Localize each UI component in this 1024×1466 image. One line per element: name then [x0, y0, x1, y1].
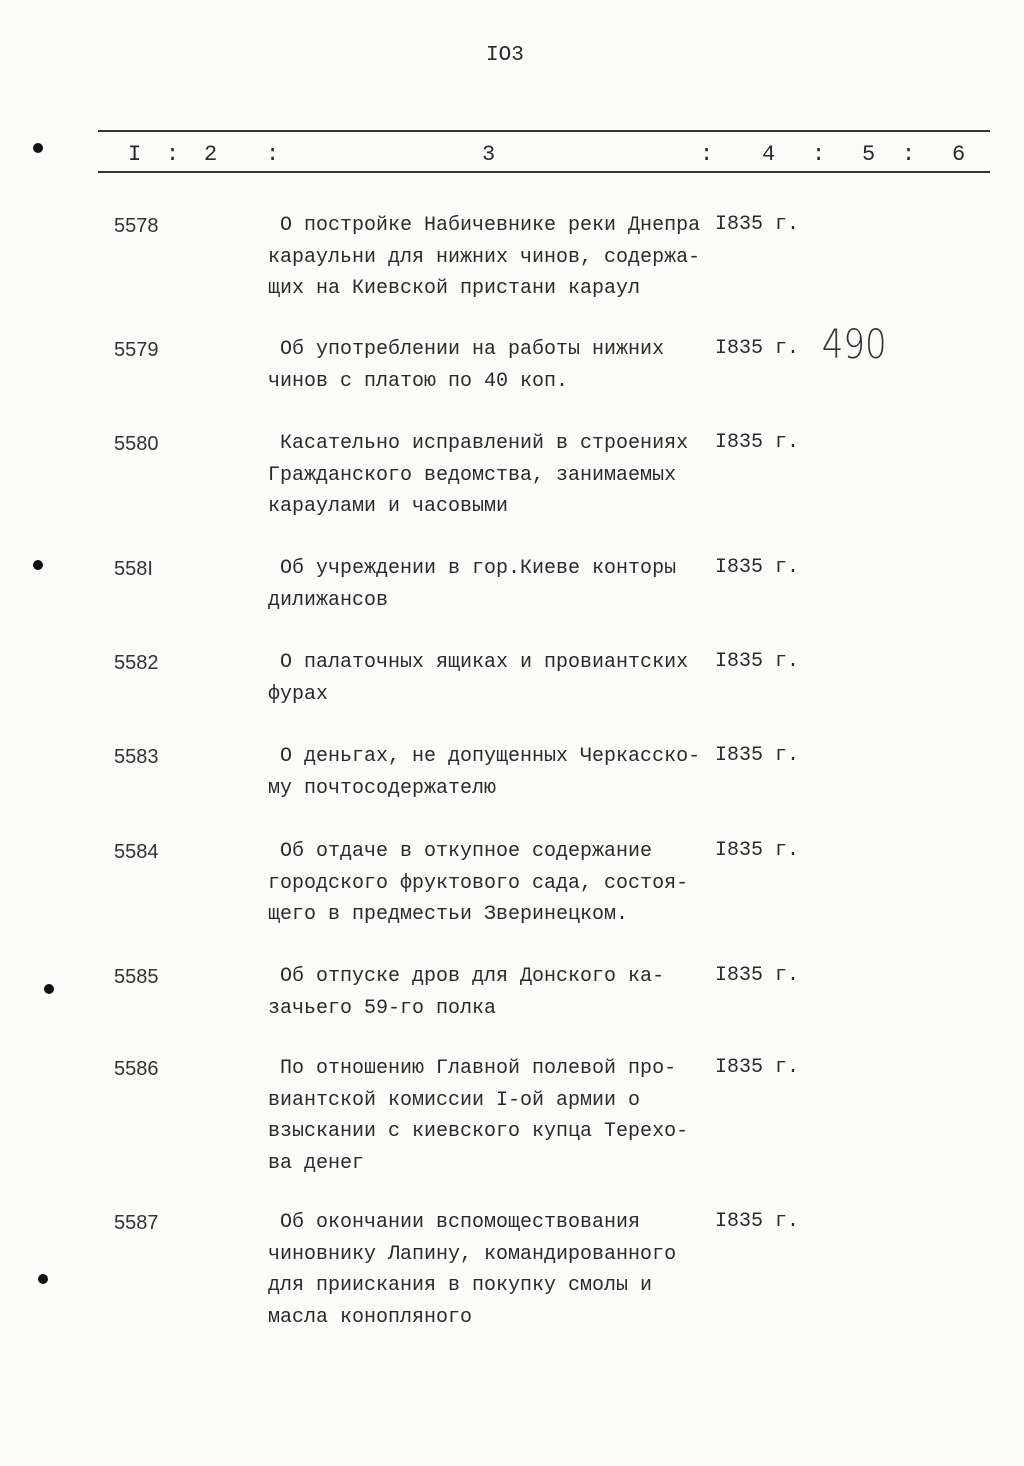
entry-description [268, 836, 738, 931]
entry-number: 5582 [114, 652, 159, 674]
entry-number: 558I [114, 558, 153, 580]
entry-number: 5586 [114, 1058, 159, 1080]
entry-year: I835 г. [715, 964, 800, 987]
entry-number: 5585 [114, 966, 159, 988]
punch-hole-mark [38, 1274, 48, 1284]
header-top-rule [98, 130, 990, 132]
entry-description-line: му почтосодержателю [268, 776, 497, 800]
header-separator: : [812, 142, 826, 167]
entry-description [268, 647, 738, 710]
entry-description-line: О палаточных ящиках и провиантских [268, 651, 689, 674]
entry-year: I835 г. [715, 556, 800, 579]
entry-description-line: чиновнику Лапину, командированного [268, 1242, 677, 1266]
entry-description-line: щих на Киевской пристани караул [268, 277, 641, 300]
entry-description-line: Об употреблении на работы нижних [268, 338, 665, 361]
entry-description-line: Об окончании вспомоществования [268, 1211, 641, 1234]
entry-year: I835 г. [715, 744, 800, 767]
entry-description-line: масла конопляного [268, 1305, 473, 1329]
entry-description-line: Касательно исправлений в строениях [268, 432, 689, 455]
entry-number: 5587 [114, 1212, 159, 1234]
entry-description [268, 210, 738, 305]
entry-description-line: Об учреждении в гор.Киеве конторы [268, 557, 677, 580]
header-col-5: 5 [862, 142, 876, 167]
page-number: IO3 [486, 44, 524, 67]
header-col-2: 2 [204, 142, 218, 167]
header-col-4: 4 [762, 142, 776, 167]
entry-description-line: Об отпуске дров для Донского ка- [268, 965, 665, 988]
entry-year: I835 г. [715, 1210, 800, 1233]
entry-description-line: О деньгах, не допущенных Черкасско- [268, 745, 701, 768]
entry-description-line: виантской комиссии I-ой армии о [268, 1088, 641, 1112]
entry-description-line: По отношению Главной полевой про- [268, 1057, 677, 1080]
entry-description-line: городского фруктового сада, состоя- [268, 871, 689, 895]
entry-description-line: щего в предместьи Зверинецком. [268, 903, 629, 926]
punch-hole-mark [44, 984, 54, 994]
header-col-3: 3 [482, 142, 496, 167]
entry-description-line: караулами и часовыми [268, 495, 509, 518]
entry-year: I835 г. [715, 650, 800, 673]
entry-description-line: зачьего 59-го полка [268, 996, 497, 1020]
entry-number: 5579 [114, 339, 159, 361]
punch-hole-mark [33, 560, 43, 570]
entry-description [268, 334, 738, 397]
entry-year: I835 г. [715, 431, 800, 454]
entry-description-line: Об отдаче в откупное содержание [268, 840, 653, 863]
entry-description-line: ва денег [268, 1151, 365, 1175]
header-separator: : [266, 142, 280, 167]
header-separator: : [700, 142, 714, 167]
entry-year: I835 г. [715, 213, 800, 236]
handwritten-note: 490 [821, 322, 887, 368]
header-separator: : [166, 142, 180, 167]
entry-description [268, 1207, 738, 1333]
entry-description-line: Гражданского ведомства, занимаемых [268, 463, 677, 487]
entry-description-line: чинов с платою по 40 коп. [268, 369, 569, 393]
entry-number: 5584 [114, 841, 159, 863]
header-col-6: 6 [952, 142, 966, 167]
entry-description-line: фурах [268, 682, 329, 706]
header-col-1: I [128, 142, 142, 167]
entry-description [268, 961, 738, 1024]
entry-number: 5580 [114, 433, 159, 455]
punch-hole-mark [33, 143, 43, 153]
entry-description-line: караульни для нижних чинов, содержа- [268, 245, 701, 269]
entry-description-line: для приискания в покупку смолы и [268, 1274, 653, 1297]
entry-description [268, 553, 738, 616]
entry-description [268, 1053, 738, 1179]
entry-description-line: взыскании с киевского купца Терехо- [268, 1120, 689, 1143]
entry-year: I835 г. [715, 337, 800, 360]
entry-description [268, 741, 738, 804]
entry-number: 5578 [114, 215, 159, 237]
entry-description-line: О постройке Набичевнике реки Днепра [268, 214, 701, 237]
entry-number: 5583 [114, 746, 159, 768]
header-separator: : [902, 142, 916, 167]
entry-year: I835 г. [715, 839, 800, 862]
entry-description [268, 428, 738, 523]
entry-description-line: дилижансов [268, 588, 389, 612]
header-bottom-rule [98, 171, 990, 173]
entry-year: I835 г. [715, 1056, 800, 1079]
